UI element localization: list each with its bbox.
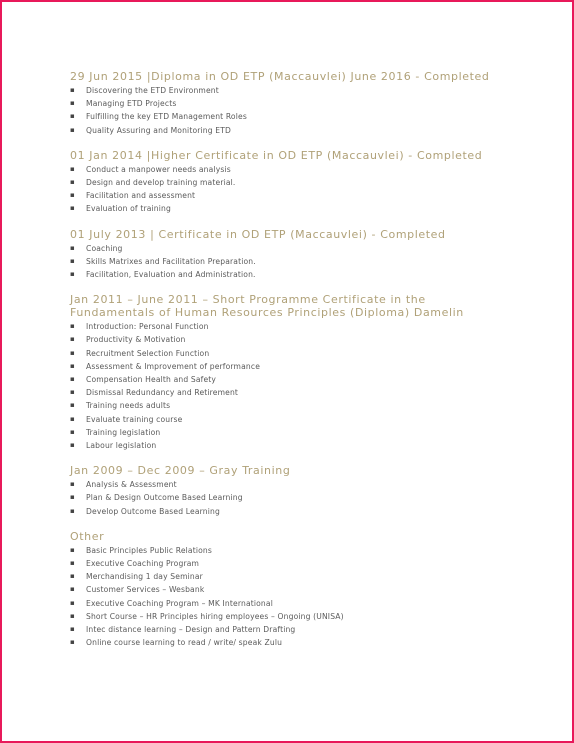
list-item-text: Executive Coaching Program – MK International bbox=[86, 598, 273, 608]
list-item-text: Discovering the ETD Environment bbox=[86, 86, 219, 95]
list-item-text: Quality Assuring and Monitoring ETD bbox=[86, 125, 232, 135]
list-item-text: Dismissal Redundancy and Retirement bbox=[86, 388, 239, 398]
list-item-text: Fulfilling the key ETD Management Roles bbox=[86, 112, 247, 122]
list-item bbox=[68, 426, 508, 439]
bullet-icon: ▪ bbox=[70, 401, 75, 410]
list-item-text: Productivity & Motivation bbox=[86, 335, 186, 345]
bullet-icon: ▪ bbox=[70, 375, 75, 384]
list-item bbox=[68, 242, 508, 255]
list-item bbox=[68, 255, 508, 268]
list-item bbox=[68, 478, 508, 491]
document-content bbox=[68, 70, 508, 662]
list-item-text: Skills Matrixes and Facilitation Preparation. bbox=[86, 256, 256, 266]
list-item-text: Basic Principles Public Relations bbox=[86, 545, 212, 555]
section-diploma-od-etp bbox=[68, 70, 508, 137]
list-item-text: Evaluation of training bbox=[86, 204, 171, 214]
list-item bbox=[68, 320, 508, 333]
list-item-text: Short Course – HR Principles hiring employees – Ongoing (UNISA) bbox=[86, 611, 344, 621]
list-item bbox=[68, 544, 508, 557]
list-item-text: Develop Outcome Based Learning bbox=[86, 506, 220, 516]
bullet-icon: ▪ bbox=[70, 256, 75, 265]
list-item-text: Introduction: Personal Function bbox=[86, 322, 209, 332]
bullet-list bbox=[68, 84, 508, 137]
section-heading: 29 Jun 2015 |Diploma in OD ETP (Maccauvlei) June 2016 - Completed bbox=[70, 70, 490, 83]
list-item-text: Online course learning to read / write/ speak Zulu bbox=[86, 638, 283, 648]
list-item-text: Compensation Health and Safety bbox=[86, 375, 217, 385]
bullet-icon: ▪ bbox=[70, 164, 75, 173]
bullet-list bbox=[68, 544, 508, 650]
bullet-icon: ▪ bbox=[70, 572, 75, 581]
bullet-icon: ▪ bbox=[70, 270, 75, 279]
list-item-text: Intec distance learning – Design and Pattern Drafting bbox=[86, 625, 296, 635]
bullet-list bbox=[68, 163, 508, 216]
list-item bbox=[68, 597, 508, 610]
bullet-icon: ▪ bbox=[70, 625, 75, 634]
list-item bbox=[68, 202, 508, 215]
section-higher-certificate bbox=[68, 149, 508, 216]
bullet-icon: ▪ bbox=[70, 322, 75, 331]
bullet-icon: ▪ bbox=[70, 178, 75, 187]
bullet-icon: ▪ bbox=[70, 191, 75, 200]
list-item-text: Facilitation, Evaluation and Administration. bbox=[86, 270, 256, 280]
bullet-icon: ▪ bbox=[70, 335, 75, 344]
list-item-text: Executive Coaching Program bbox=[86, 559, 200, 569]
list-item bbox=[68, 505, 508, 518]
bullet-list bbox=[68, 320, 508, 452]
list-item bbox=[68, 189, 508, 202]
list-item bbox=[68, 386, 508, 399]
list-item bbox=[68, 570, 508, 583]
section-heading: Jan 2011 – June 2011 – Short Programme Certificate in the Fundamentals of Human Resources Principles (Diploma) Damelin bbox=[70, 293, 464, 320]
list-item-text: Facilitation and assessment bbox=[86, 191, 196, 201]
document-page bbox=[2, 2, 572, 741]
list-item bbox=[68, 610, 508, 623]
bullet-icon: ▪ bbox=[70, 243, 75, 252]
list-item-text: Customer Services – Wesbank bbox=[86, 585, 205, 595]
list-item bbox=[68, 84, 508, 97]
list-item bbox=[68, 373, 508, 386]
section-hr-fundamentals bbox=[68, 293, 508, 452]
list-item bbox=[68, 623, 508, 636]
list-item bbox=[68, 124, 508, 137]
list-item-text: Merchandising 1 day Seminar bbox=[86, 572, 203, 582]
list-item-text: Labour legislation bbox=[86, 441, 157, 451]
list-item-text: Recruitment Selection Function bbox=[86, 348, 210, 358]
section-gray-training bbox=[68, 464, 508, 518]
section-heading: Other bbox=[70, 529, 105, 543]
list-item bbox=[68, 439, 508, 452]
list-item-text: Plan & Design Outcome Based Learning bbox=[86, 493, 243, 503]
list-item-text: Assessment & Improvement of performance bbox=[86, 361, 261, 371]
list-item-text: Evaluate training course bbox=[86, 414, 183, 424]
section-heading: 01 July 2013 | Certificate in OD ETP (Maccauvlei) - Completed bbox=[70, 227, 446, 241]
list-item bbox=[68, 333, 508, 346]
list-item-text: Training legislation bbox=[86, 427, 161, 437]
bullet-icon: ▪ bbox=[70, 99, 75, 108]
bullet-icon: ▪ bbox=[70, 638, 75, 647]
list-item bbox=[68, 413, 508, 426]
list-item bbox=[68, 110, 508, 123]
list-item bbox=[68, 176, 508, 189]
bullet-icon: ▪ bbox=[70, 388, 75, 397]
bullet-icon: ▪ bbox=[70, 125, 75, 134]
list-item bbox=[68, 583, 508, 596]
bullet-icon: ▪ bbox=[70, 86, 75, 94]
section-certificate-od-etp bbox=[68, 228, 508, 282]
list-item bbox=[68, 360, 508, 373]
bullet-icon: ▪ bbox=[70, 348, 75, 357]
bullet-icon: ▪ bbox=[70, 414, 75, 423]
list-item-text: Conduct a manpower needs analysis bbox=[86, 164, 231, 174]
bullet-icon: ▪ bbox=[70, 112, 75, 121]
list-item bbox=[68, 268, 508, 281]
section-heading: 01 Jan 2014 |Higher Certificate in OD ETP (Maccauvlei) - Completed bbox=[70, 148, 483, 162]
bullet-icon: ▪ bbox=[70, 598, 75, 607]
bullet-icon: ▪ bbox=[70, 427, 75, 436]
bullet-icon: ▪ bbox=[70, 493, 75, 502]
bullet-icon: ▪ bbox=[70, 545, 75, 554]
list-item-text: Analysis & Assessment bbox=[86, 480, 177, 490]
bullet-icon: ▪ bbox=[70, 204, 75, 213]
bullet-list bbox=[68, 242, 508, 282]
list-item bbox=[68, 163, 508, 176]
bullet-icon: ▪ bbox=[70, 506, 75, 515]
list-item-text: Design and develop training material. bbox=[86, 178, 236, 188]
section-heading: Jan 2009 – Dec 2009 – Gray Training bbox=[70, 464, 291, 478]
section-other bbox=[68, 530, 508, 650]
list-item bbox=[68, 557, 508, 570]
bullet-icon: ▪ bbox=[70, 611, 75, 620]
list-item bbox=[68, 97, 508, 110]
list-item bbox=[68, 636, 508, 649]
list-item-text: Managing ETD Projects bbox=[86, 99, 177, 109]
bullet-icon: ▪ bbox=[70, 441, 75, 450]
list-item-text: Coaching bbox=[86, 243, 123, 253]
bullet-icon: ▪ bbox=[70, 480, 75, 489]
list-item-text: Training needs adults bbox=[86, 401, 171, 411]
list-item bbox=[68, 399, 508, 412]
list-item bbox=[68, 347, 508, 360]
bullet-list bbox=[68, 478, 508, 518]
bullet-icon: ▪ bbox=[70, 585, 75, 594]
list-item bbox=[68, 491, 508, 504]
bullet-icon: ▪ bbox=[70, 559, 75, 568]
bullet-icon: ▪ bbox=[70, 361, 75, 370]
